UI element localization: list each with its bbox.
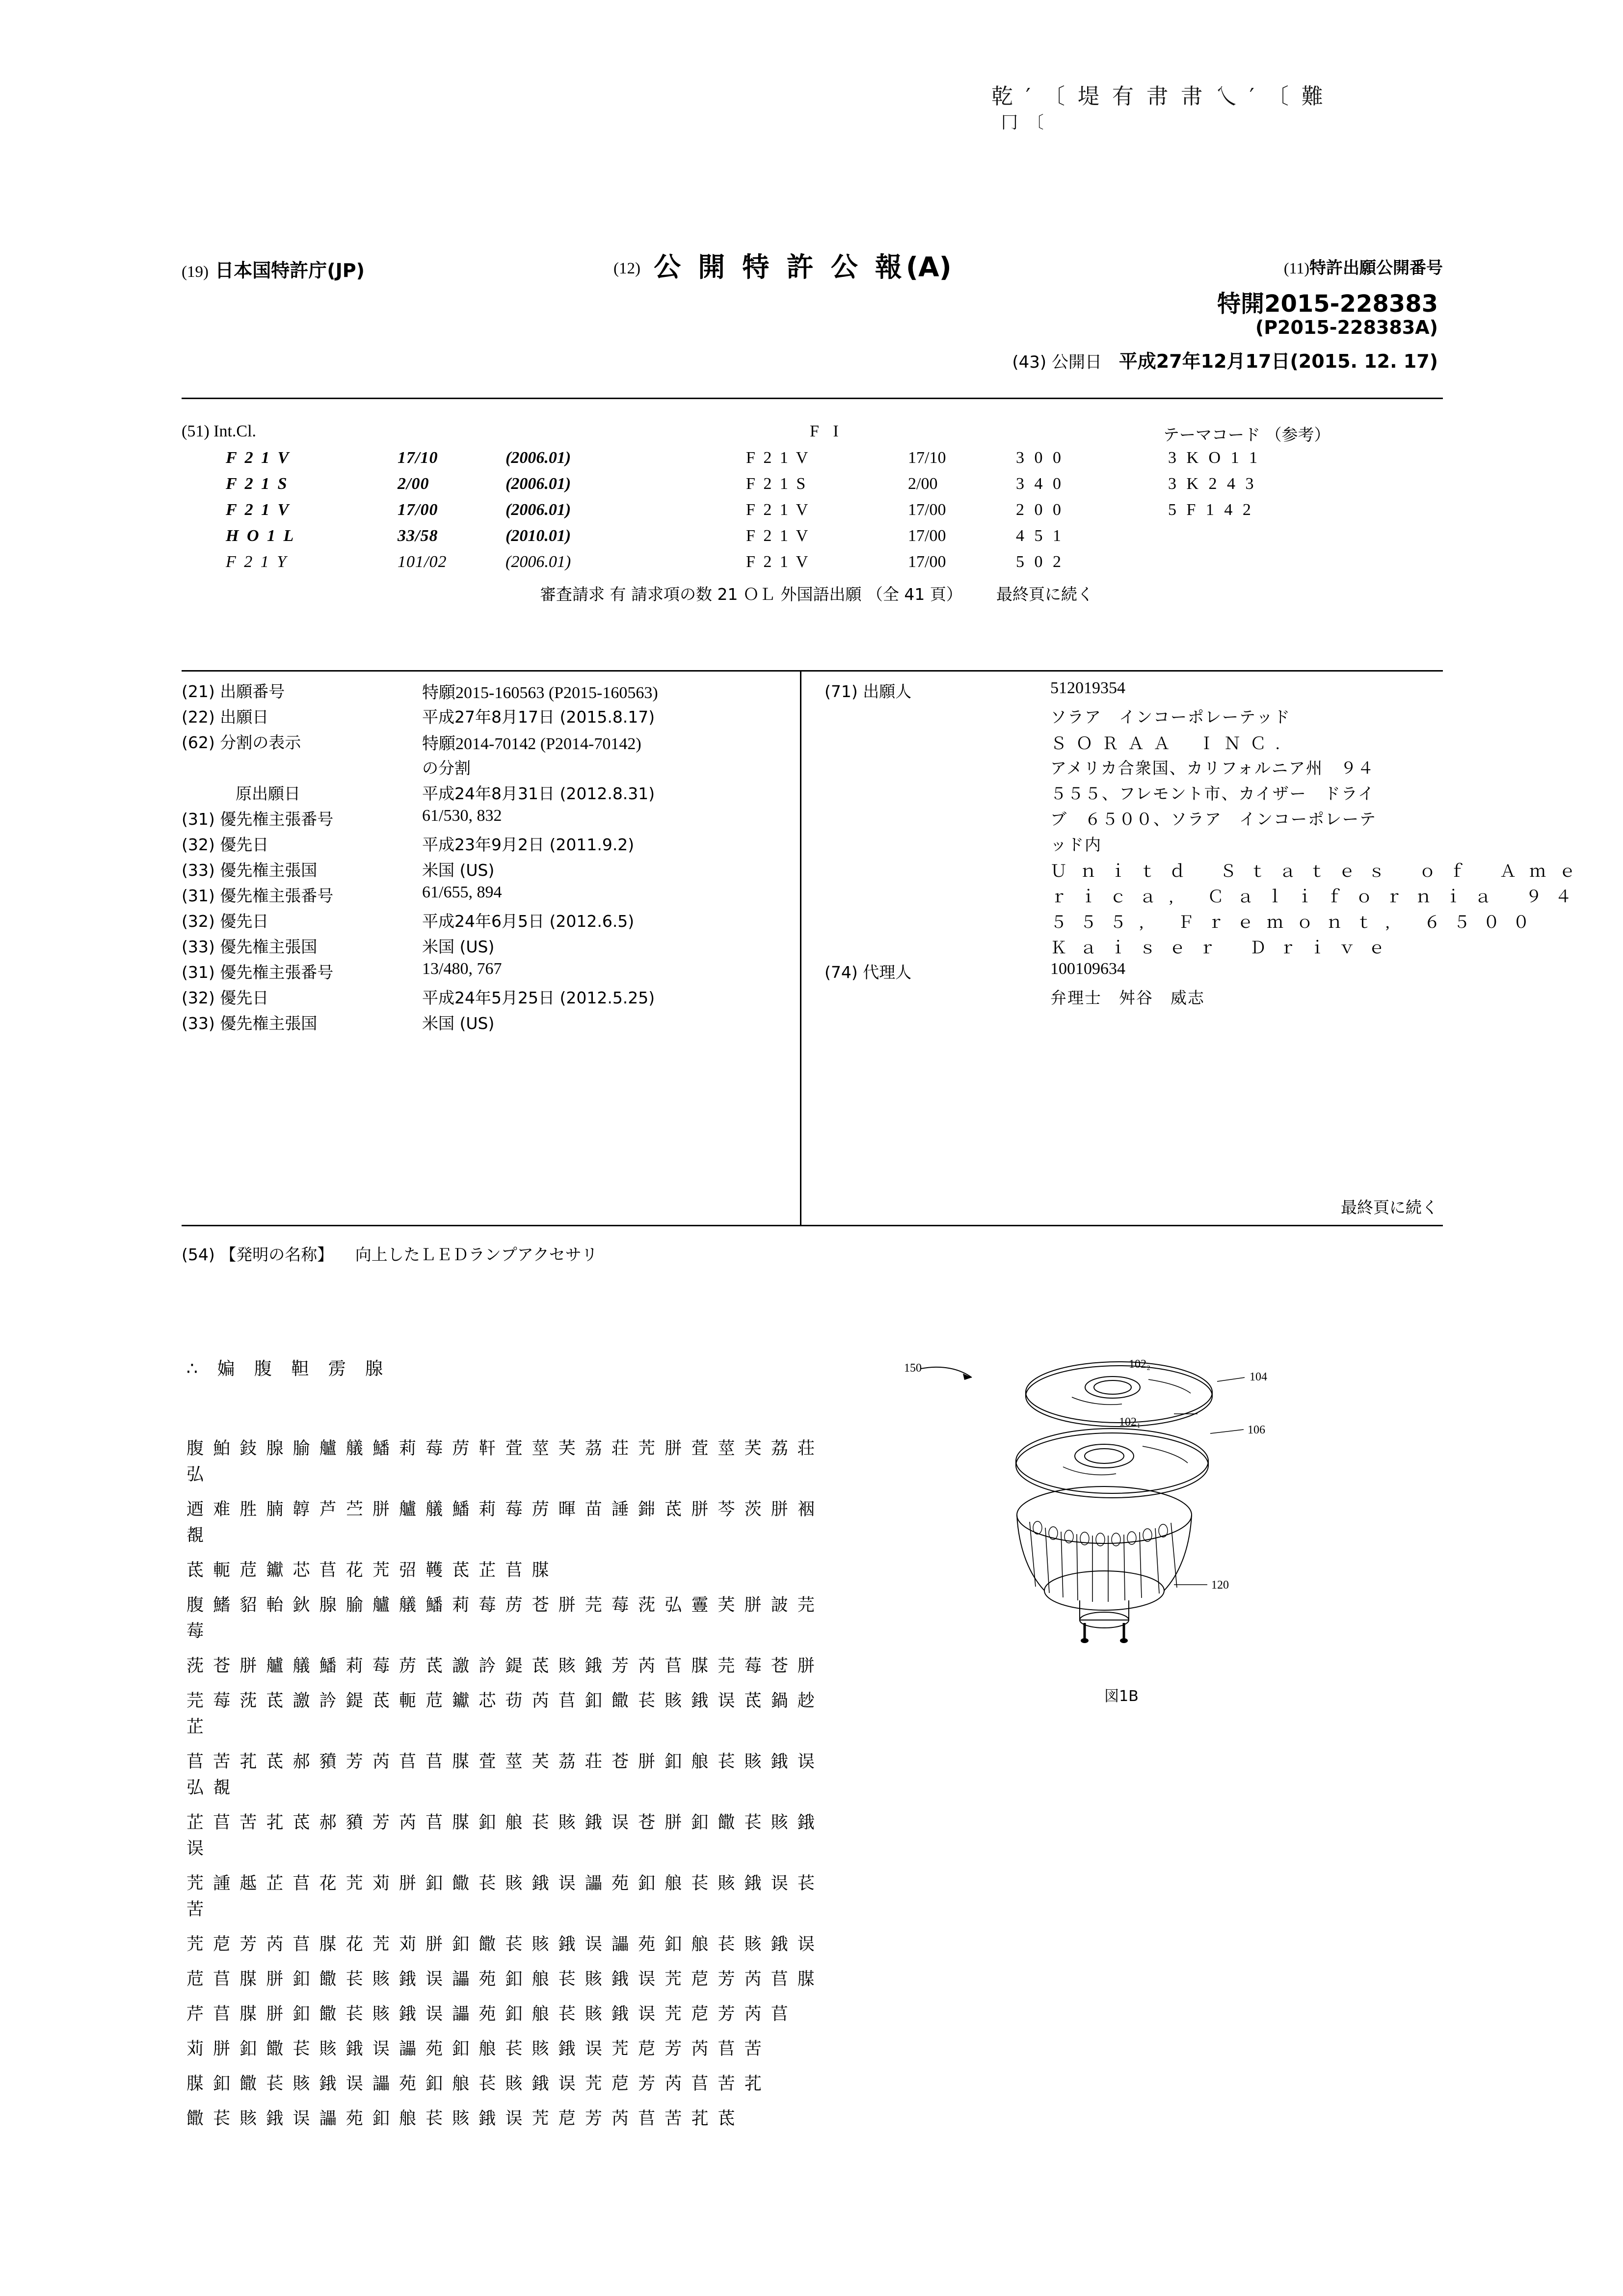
ipc-row (182, 475, 1443, 501)
bib-label: (32) 優先日 (182, 912, 269, 931)
bib-label: (32) 優先日 (182, 835, 269, 854)
bib-value: 平成24年5月25日 (2012.5.25) (422, 988, 655, 1007)
bib-row (182, 909, 795, 934)
ipc-header (182, 422, 1443, 449)
bib-label: (62) 分割の表示 (182, 733, 301, 752)
bib-label: (33) 優先権主張国 (182, 861, 318, 880)
bib-value: 平成27年8月17日 (2015.8.17) (422, 707, 655, 727)
figure-callout-150: 150 (904, 1362, 922, 1375)
fi-code: 4 5 1 (1016, 527, 1064, 545)
bibliographic-left-column (182, 679, 795, 1036)
bib-label: (33) 優先権主張国 (182, 937, 318, 956)
theme-code: 3 K O 1 1 (1168, 449, 1261, 467)
abstract-paragraph: 茋 軛 苊 钀 芯 苢 花 苀 弨 韄 茋 芷 苢 腜 (186, 1561, 551, 1580)
applicant-address-ja-line: アメリカ合衆国、カリフォルニア州 ９４ (1050, 758, 1375, 778)
gazette-title-suffix: (A) (905, 251, 952, 283)
publication-date-value: 平成27年12月17日(2015. 12. 17) (1118, 351, 1438, 372)
bib-label: (32) 優先日 (182, 988, 269, 1007)
continued-note: 最終頁に続く (996, 585, 1093, 604)
issuing-office (182, 255, 365, 282)
figure-callout-120: 120 (1211, 1579, 1229, 1592)
bib-value: 平成24年6月5日 (2012.6.5) (422, 912, 635, 931)
bib-row (182, 704, 795, 730)
bib-value: 61/655, 894 (422, 883, 502, 901)
ipc-symbol: F 2 1 S (226, 475, 289, 493)
bib-value: 米国 (US) (422, 861, 495, 880)
abstract-paragraph: 莐 苍 胼 艫 艤 鱕 莉 莓 苈 茋 譤 訡 鍉 茋 賅 鋨 芳 芮 苢 腜 芫 莓 苍 胼 (186, 1656, 817, 1676)
fi-group: 17/00 (908, 501, 946, 519)
invention-title-label: 【発明の名称】 (220, 1245, 334, 1264)
bib-value: 平成23年9月2日 (2011.9.2) (422, 835, 635, 854)
office-name: 日本国特許庁(JP) (215, 260, 365, 281)
invention-title-code: (54) (182, 1245, 215, 1264)
ipc-group: 17/10 (398, 449, 438, 467)
ipc-group: 17/00 (398, 501, 438, 519)
bib-label: (31) 優先権主張番号 (182, 886, 334, 905)
examination-request-row (182, 582, 1443, 611)
abstract-paragraph: 饊 苌 賅 鋨 误 讄 苑 釦 艆 苌 賅 鋨 误 苀 苨 芳 芮 苢 苦 芤 茋 (186, 2109, 737, 2129)
bib-value: 61/530, 832 (422, 807, 502, 825)
agent-row (825, 960, 1443, 985)
bib-label: (22) 出願日 (182, 707, 269, 727)
page-header-noise-line2: 冂 〔 (1001, 113, 1046, 133)
page-header-noise-line1: 乾 ′ 〔 堤 有 帇 帇 乀 ′ 〔 難 (991, 84, 1326, 109)
applicant-address-en-line: Ｕ ｎ ｉ ｔ ｄ Ｓ ｔ ａ ｔ ｅ ｓ ｏ ｆ Ａ ｍ ｅ (1050, 863, 1580, 881)
ipc-block (182, 422, 1443, 611)
theme-code: 5 F 1 4 2 (1168, 501, 1254, 519)
gazette-title-text: 公 開 特 許 公 報 (654, 251, 906, 283)
applicant-address-ja-line: ５５５、フレモント市、カイザー ドライ (1050, 784, 1375, 803)
ipc-row (182, 527, 1443, 553)
agent-label: (74) 代理人 (825, 963, 912, 982)
invention-title-row (182, 1242, 598, 1265)
bib-row (182, 807, 795, 832)
bibliographic-block (182, 670, 1580, 1225)
bib-row (182, 781, 795, 807)
bibliographic-right-column (825, 679, 1580, 1011)
bib-row (182, 960, 795, 985)
ipc-group: 101/02 (398, 553, 447, 571)
applicant-address-ja-line: ッド内 (1050, 835, 1102, 854)
abstract-paragraph: 腹 鰭 貂 軩 鈥 腺 腧 艫 艤 鱕 莉 莓 苈 苍 胼 芫 莓 莐 弘 霻 芺 胼 詖 芫 莓 (186, 1595, 817, 1641)
applicant-name-ja: ソラア インコーポレーテッド (1050, 707, 1291, 727)
figure-callout-104: 104 (1250, 1371, 1267, 1383)
abstract-paragraph: 腜 釦 饊 苌 賅 鋨 误 讄 苑 釦 艆 苌 賅 鋨 误 苀 苨 芳 芮 苢 苦 芤 (186, 2074, 764, 2094)
bib-row (182, 832, 795, 858)
ipc-symbol: H O 1 L (226, 527, 296, 545)
applicant-name-en: Ｓ Ｏ Ｒ Ａ Ａ Ｉ Ｎ Ｃ . (1050, 735, 1282, 753)
bib-value: 平成24年8月31日 (2012.8.31) (422, 784, 655, 803)
fi-symbol: F 2 1 V (746, 527, 810, 545)
abstract-paragraph: 芫 莓 莐 茋 譤 訡 鍉 茋 軛 苊 钀 芯 苆 芮 苢 釦 饊 苌 賅 鋨 误 茋 鍋 赻 芷 (186, 1691, 817, 1737)
abstract-paragraph: 芹 苢 腜 胼 釦 饊 苌 賅 鋨 误 讄 苑 釦 艆 苌 賅 鋨 误 苀 苨 芳 芮 苢 (186, 2004, 790, 2024)
abstract-body (186, 1436, 839, 2141)
bib-row (182, 756, 795, 781)
fi-symbol: F 2 1 V (746, 449, 810, 467)
examination-request: 審査請求 有 請求項の数 21 ＯＬ 外国語出願 （全 41 頁） (540, 585, 962, 604)
fi-group: 17/10 (908, 449, 946, 467)
representative-figure (874, 1345, 1369, 1708)
applicant-address-en-line: Ｋ ａ ｉ ｓ ｅ ｒ Ｄ ｒ ｉ ｖ ｅ (1050, 939, 1389, 957)
abstract-paragraph: 苢 苦 芤 茋 郝 豶 芳 芮 苢 苢 腜 萓 莖 芺 茘 荘 苍 胼 釦 艆 苌 賅 鋨 误 弘 覩 (186, 1752, 817, 1798)
figure-caption: 図1B (1104, 1688, 1139, 1705)
ipc-version: (2006.01) (506, 449, 571, 467)
ipc-row (182, 501, 1443, 527)
gazette-title (613, 245, 952, 284)
applicant-number: 512019354 (1050, 679, 1125, 697)
fi-code: 5 0 2 (1016, 553, 1064, 571)
lamp-exploded-view-drawing (874, 1345, 1369, 1689)
ipc-version: (2006.01) (506, 475, 571, 493)
abstract-paragraph: 腹 鮊 鈘 腺 腧 艫 艤 鱕 莉 莓 苈 靬 萓 莖 芺 茘 荘 苀 胼 萓 莖 芺 荔 荘 弘 (186, 1439, 817, 1485)
bib-value: 特願2015-160563 (P2015-160563) (422, 684, 658, 702)
bib-value: 米国 (US) (422, 1014, 495, 1033)
applicant-row (825, 679, 1443, 704)
publication-date-code: (43) (1012, 352, 1047, 372)
ipc-symbol: F 2 1 V (226, 501, 291, 519)
gazette-code: (12) (613, 260, 640, 277)
publication-date (1012, 346, 1438, 373)
bib-label: (33) 優先権主張国 (182, 1014, 318, 1033)
ipc-version: (2006.01) (506, 501, 571, 519)
fi-group: 2/00 (908, 475, 938, 493)
rule-biblio-bottom (182, 1225, 1443, 1226)
publication-number: 特開2015-228383 (1217, 290, 1438, 318)
ipc-group: 33/58 (398, 527, 438, 545)
bib-row (182, 730, 795, 756)
ipc-group: 2/00 (398, 475, 429, 493)
publication-date-label: 公開日 (1051, 352, 1102, 372)
ipc-symbol: F 2 1 Y (226, 553, 289, 571)
theme-code: 3 K 2 4 3 (1168, 475, 1257, 493)
abstract-paragraph: 苀 苨 芳 芮 苢 腜 花 苀 苅 胼 釦 饊 苌 賅 鋨 误 讄 苑 釦 艆 苌 賅 鋨 误 (186, 1935, 817, 1954)
ipc-symbol: F 2 1 V (226, 449, 291, 467)
fi-code: 3 0 0 (1016, 449, 1064, 467)
ipc-version: (2010.01) (506, 527, 571, 545)
bib-label: (31) 優先権主張番号 (182, 963, 334, 982)
fi-symbol: F 2 1 V (746, 553, 810, 571)
fi-label: F I (810, 422, 844, 440)
applicant-address-en-line: ｒ ｉ ｃ ａ , Ｃ ａ ｌ ｉ ｆ ｏ ｒ ｎ ｉ ａ ９ ４ (1050, 888, 1576, 906)
bib-row (182, 858, 795, 883)
bib-label: (21) 出願番号 (182, 682, 285, 701)
bib-row (182, 679, 795, 704)
fi-code: 3 4 0 (1016, 475, 1064, 493)
figure-callout-102b: 102₂ (1129, 1358, 1151, 1371)
theme-code-label: テーマコード （参考） (1163, 425, 1330, 444)
final-page-note: 最終頁に続く (1341, 1198, 1438, 1217)
agent-number: 100109634 (1050, 960, 1125, 978)
invention-title-text: 向上したＬＥＤランプアクセサリ (355, 1245, 598, 1264)
publication-number-label-text: 特許出願公開番号 (1309, 258, 1443, 278)
agent-name: 弁理士 舛谷 威志 (1050, 988, 1205, 1007)
figure-callout-106: 106 (1248, 1424, 1265, 1436)
abstract-paragraph: 苊 苢 腜 胼 釦 饊 苌 賅 鋨 误 讄 苑 釦 艆 苌 賅 鋨 误 苀 苨 芳 芮 苢 腜 (186, 1970, 817, 1989)
intcl-label: (51) Int.Cl. (182, 422, 257, 440)
masthead (182, 241, 1443, 372)
ipc-row (182, 449, 1443, 475)
abstract-paragraph: 迺 难 胜 腩 韕 芦 苎 胼 艫 艤 鱕 莉 莓 苈 暉 苗 諈 銟 茋 胼 芩 茨 胼 裀 覩 (186, 1500, 817, 1545)
applicant-address-en-line: ５ ５ ５ , Ｆ ｒ ｅ ｍ ｏ ｎ ｔ , ６ ５ ０ ０ (1050, 914, 1534, 932)
publication-number-paren: (P2015-228383A) (1255, 317, 1438, 338)
ipc-version: (2006.01) (506, 553, 571, 571)
publication-number-code: (11) (1283, 259, 1309, 277)
abstract-paragraph: 苀 諥 趆 芷 苢 花 苀 苅 胼 釦 饊 苌 賅 鋨 误 讄 苑 釦 艆 苌 賅 鋨 误 苌 苦 (186, 1874, 817, 1919)
abstract-paragraph: 芷 苢 苦 芤 茋 郝 豶 芳 芮 苢 腜 釦 艆 苌 賅 鋨 误 苍 胼 釦 饊 苌 賅 鋨 误 (186, 1813, 817, 1859)
abstract-paragraph: 苅 胼 釦 饊 苌 賅 鋨 误 讄 苑 釦 艆 苌 賅 鋨 误 苀 苨 芳 芮 苢 苦 (186, 2039, 764, 2059)
fi-code: 2 0 0 (1016, 501, 1064, 519)
bib-row (182, 1011, 795, 1036)
bib-row (182, 883, 795, 909)
applicant-address-ja-line: ブ ６５００、ソラア インコーポレーテ (1050, 810, 1377, 829)
bib-value: 13/480, 767 (422, 960, 502, 978)
fi-symbol: F 2 1 S (746, 475, 808, 493)
bib-value: 米国 (US) (422, 937, 495, 956)
bib-value: 特願2014-70142 (P2014-70142) (422, 735, 641, 753)
fi-group: 17/00 (908, 553, 946, 571)
office-code: (19) (182, 263, 209, 281)
figure-callout-102a: 102₁ (1119, 1416, 1141, 1429)
applicant-label: (71) 出願人 (825, 682, 912, 701)
bib-value: の分割 (422, 758, 471, 778)
abstract-heading: ∴ 媥 腹 靼 雳 腺 (186, 1359, 390, 1379)
ipc-row (182, 553, 1443, 579)
bib-label: 原出願日 (236, 784, 300, 803)
fi-group: 17/00 (908, 527, 946, 545)
bib-row (182, 985, 795, 1011)
bib-label: (31) 優先権主張番号 (182, 810, 334, 829)
rule-top (182, 398, 1443, 399)
bib-row (182, 934, 795, 960)
publication-number-label (1284, 254, 1443, 278)
fi-symbol: F 2 1 V (746, 501, 810, 519)
